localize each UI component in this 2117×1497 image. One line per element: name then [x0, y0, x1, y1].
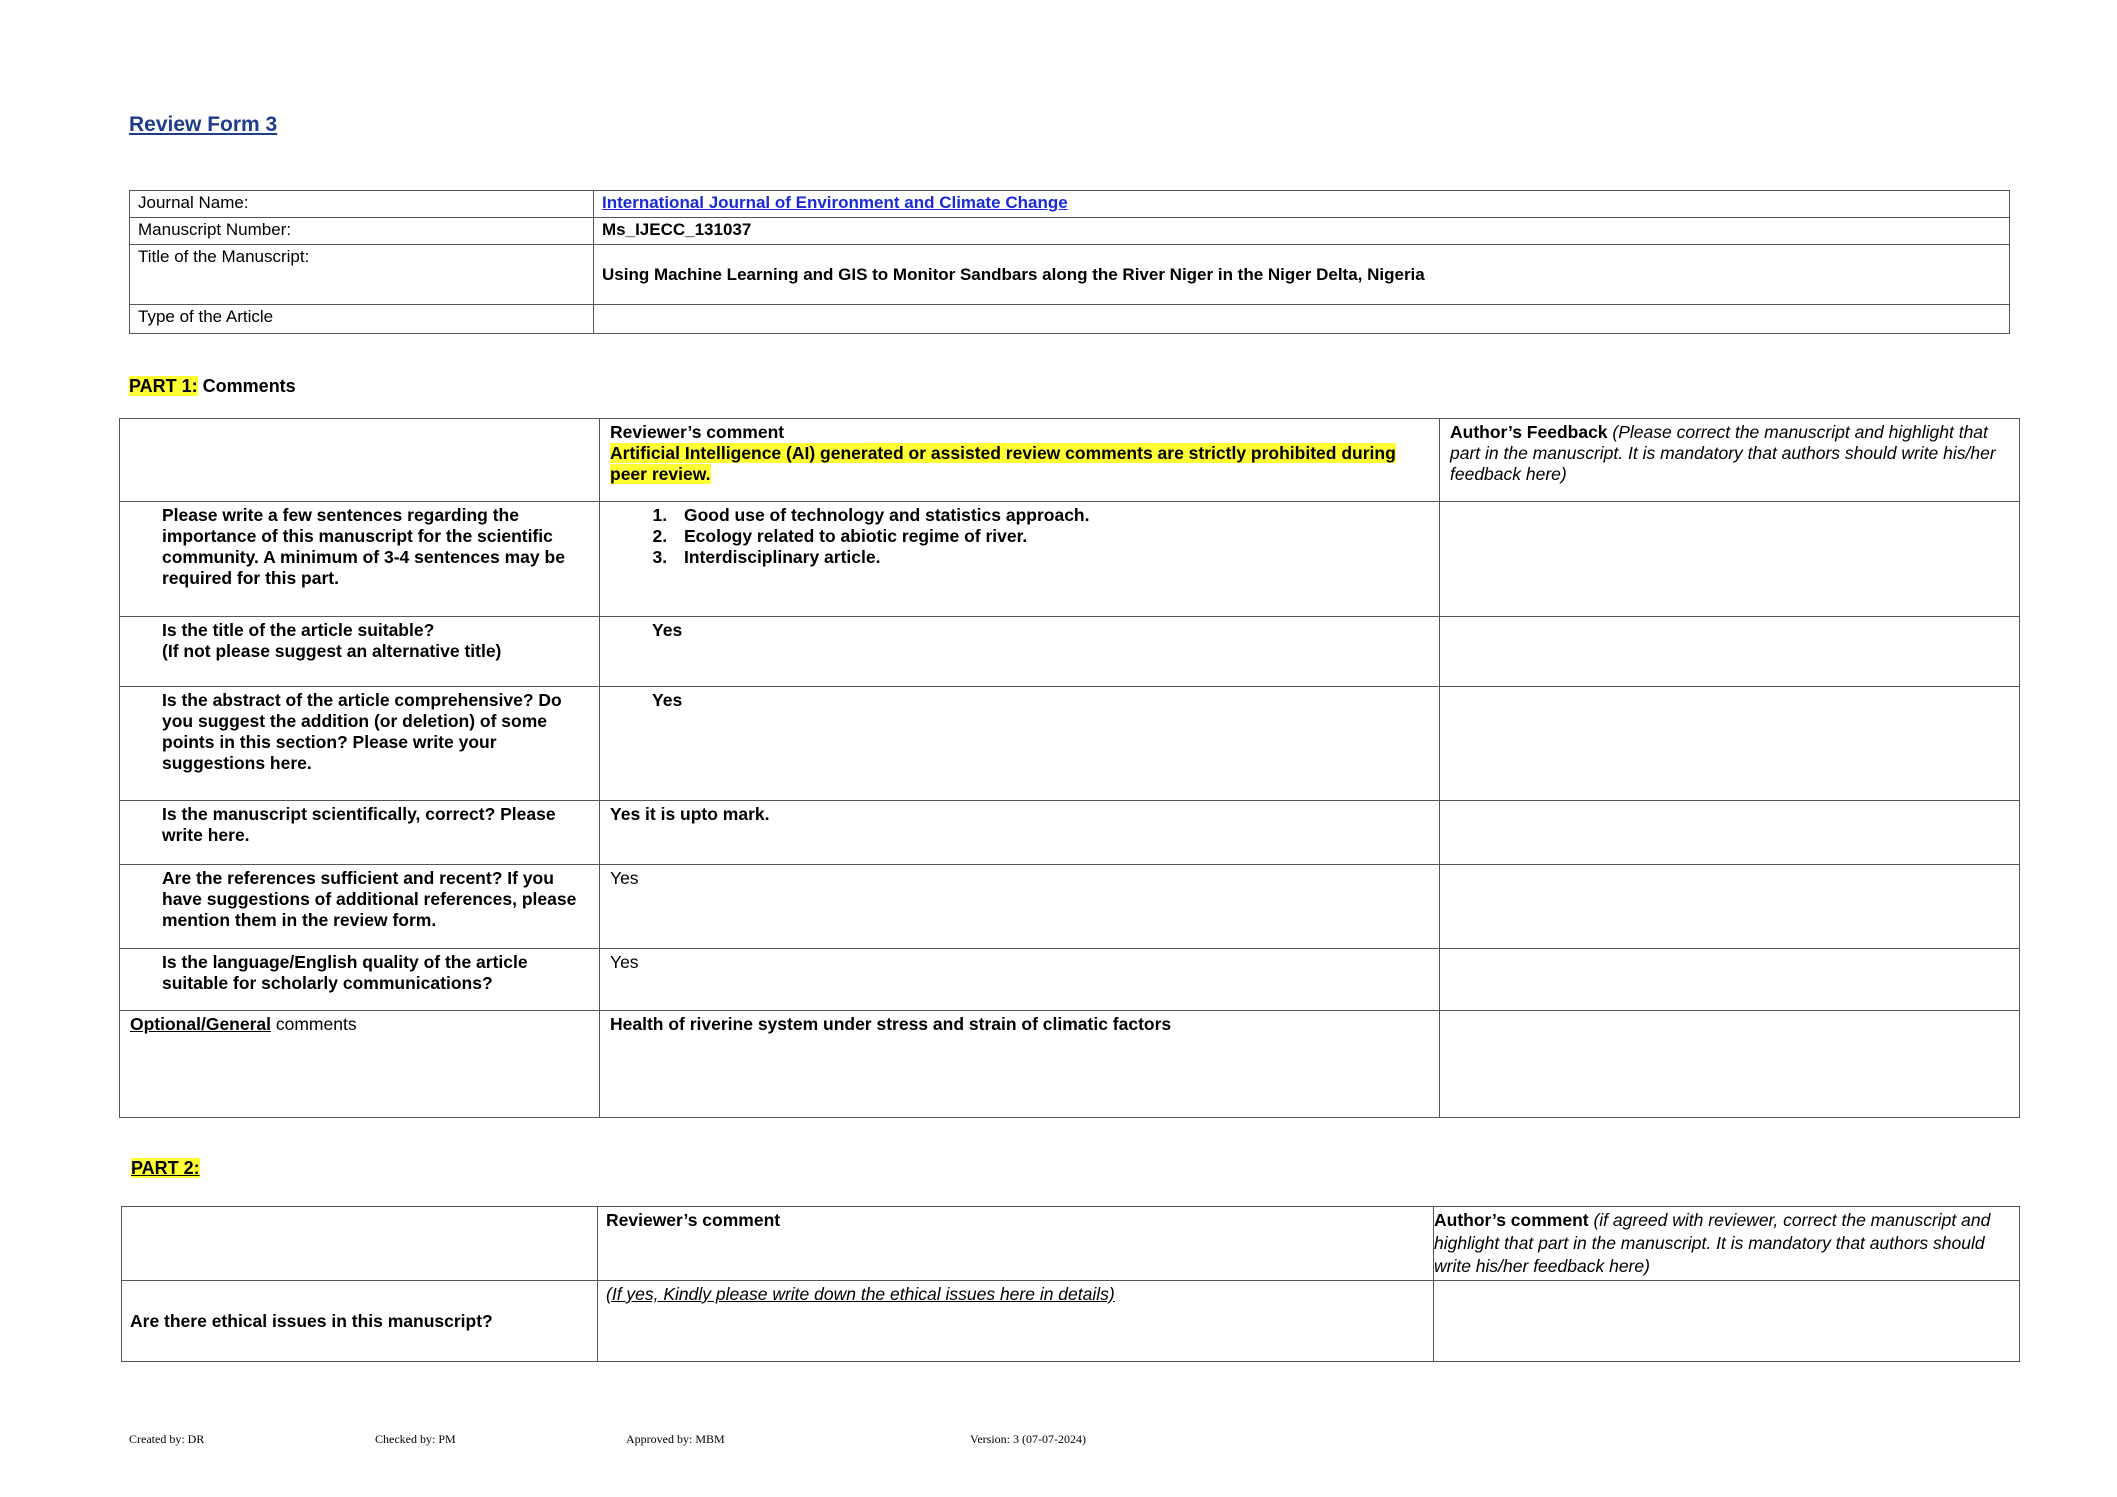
part1-label-rest: Comments: [197, 376, 296, 396]
part1-comments-table: [119, 418, 2020, 1118]
question-importance: Please write a few sentences regarding the importance of this manuscript for the scientific community. A minimum of 3-4 sentences may be required for this part.: [120, 502, 600, 617]
author-comment-title: Author’s comment: [1434, 1210, 1589, 1230]
question-language: Is the language/English quality of the article suitable for scholarly communications?: [120, 949, 600, 1011]
answer-abstract-text: Yes: [652, 690, 683, 710]
form-title: Review Form 3: [129, 113, 278, 136]
author-comment-note: (if agreed with reviewer, correct the manuscript and highlight that part in the manuscript. It is mandatory that authors should write his/her feedback here): [1434, 1210, 1991, 1276]
author-feedback-title-suitable[interactable]: [1440, 617, 2020, 687]
answer-importance[interactable]: [600, 502, 1440, 617]
manuscript-title-label: Title of the Manuscript:: [130, 245, 594, 305]
part1-heading: [129, 376, 296, 397]
footer-approved: Approved by: MBM: [626, 1432, 725, 1446]
part1-label: PART 1:: [129, 376, 198, 396]
question-title-line1: Is the title of the article suitable?: [162, 620, 435, 640]
part2-label: PART 2:: [131, 1158, 200, 1178]
footer-checked: Checked by: PM: [375, 1432, 456, 1446]
answer-abstract[interactable]: [600, 687, 1440, 801]
list-item: 3. Interdisciplinary article.: [672, 547, 1429, 568]
part2-heading: [131, 1158, 200, 1179]
optional-comments-answer[interactable]: Health of riverine system under stress and strain of climatic factors: [600, 1011, 1440, 1118]
list-item: 2. Ecology related to abiotic regime of river.: [672, 526, 1429, 547]
footer-version: Version: 3 (07-07-2024): [970, 1432, 1086, 1446]
author-feedback-note: (Please correct the manuscript and highlight that part in the manuscript. It is mandatory that authors should write his/her feedback here): [1450, 422, 1996, 484]
answer-scientific[interactable]: Yes it is upto mark.: [600, 801, 1440, 865]
list-item: 1. Good use of technology and statistics approach.: [672, 505, 1429, 526]
question-title-suitable: [120, 617, 600, 687]
part2-reviewer-header: Reviewer’s comment: [598, 1207, 1434, 1281]
manuscript-info-table: [129, 190, 2010, 334]
optional-comments-rest: comments: [271, 1014, 357, 1034]
question-ethical-issues: Are there ethical issues in this manuscript?: [122, 1281, 598, 1362]
journal-label: Journal Name:: [130, 191, 594, 218]
question-title-line2: (If not please suggest an alternative title): [162, 641, 502, 661]
part1-header-empty: [120, 419, 600, 502]
part2-ethics-table: [121, 1206, 2020, 1362]
part1-reviewer-header: [600, 419, 1440, 502]
part2-author-header: [1434, 1207, 2020, 1281]
answer-importance-list: [610, 505, 1429, 568]
author-feedback-references[interactable]: [1440, 865, 2020, 949]
optional-comments-label: [120, 1011, 600, 1118]
optional-general-label: Optional/General: [130, 1014, 271, 1034]
author-feedback-language[interactable]: [1440, 949, 2020, 1011]
manuscript-title-value: Using Machine Learning and GIS to Monitor Sandbars along the River Niger in the Niger Delta, Nigeria: [594, 245, 2010, 305]
article-type-value[interactable]: [594, 305, 2010, 334]
part2-header-empty: [122, 1207, 598, 1281]
author-feedback-scientific[interactable]: [1440, 801, 2020, 865]
author-feedback-optional[interactable]: [1440, 1011, 2020, 1118]
author-comment-ethical[interactable]: [1434, 1281, 2020, 1362]
journal-link[interactable]: International Journal of Environment and Climate Change: [602, 193, 1068, 212]
answer-title-suitable[interactable]: [600, 617, 1440, 687]
manuscript-number-label: Manuscript Number:: [130, 218, 594, 245]
manuscript-number-value: Ms_IJECC_131037: [594, 218, 2010, 245]
author-feedback-title: Author’s Feedback: [1450, 422, 1608, 442]
answer-ethical-issues[interactable]: (If yes, Kindly please write down the ethical issues here in details): [598, 1281, 1434, 1362]
part1-author-header: [1440, 419, 2020, 502]
question-scientific: Is the manuscript scientifically, correct? Please write here.: [120, 801, 600, 865]
answer-references[interactable]: Yes: [600, 865, 1440, 949]
answer-title-text: Yes: [652, 620, 683, 640]
question-references: Are the references sufficient and recent? If you have suggestions of additional references, please mention them in the review form.: [120, 865, 600, 949]
author-feedback-abstract[interactable]: [1440, 687, 2020, 801]
author-feedback-importance[interactable]: [1440, 502, 2020, 617]
answer-language[interactable]: Yes: [600, 949, 1440, 1011]
reviewer-comment-title: Reviewer’s comment: [610, 422, 785, 442]
article-type-label: Type of the Article: [130, 305, 594, 334]
ai-prohibition-notice: Artificial Intelligence (AI) generated or assisted review comments are strictly prohibited during peer review.: [610, 443, 1396, 484]
question-abstract: Is the abstract of the article comprehensive? Do you suggest the addition (or deletion) of some points in this section? Please write your suggestions here.: [120, 687, 600, 801]
footer-created: Created by: DR: [129, 1432, 205, 1446]
